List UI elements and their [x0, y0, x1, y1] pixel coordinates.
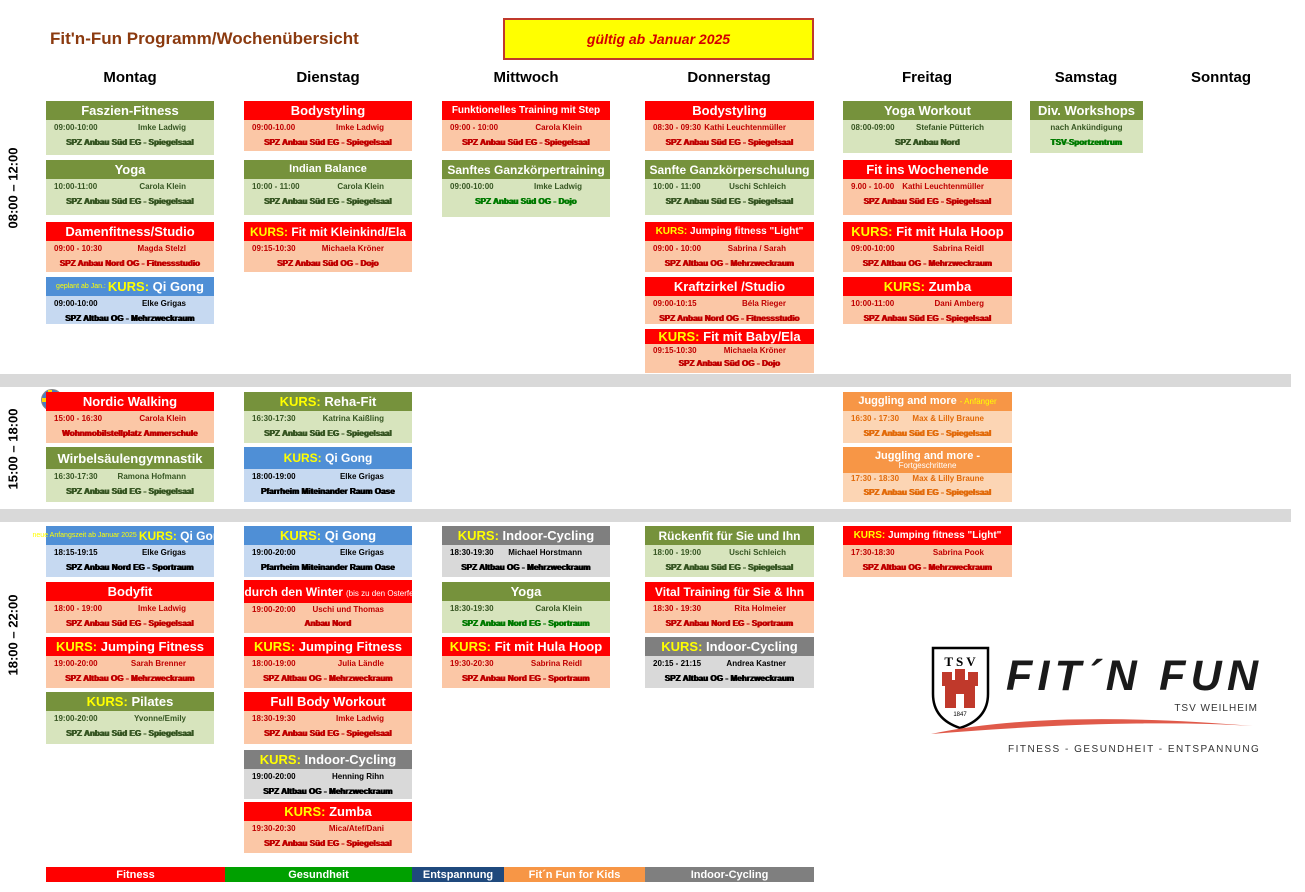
tagline: FITNESS - GESUNDHEIT - ENTSPANNUNG — [1008, 744, 1261, 755]
course-location: SPZ Anbau Süd EG - Spiegelsaal — [264, 429, 392, 438]
legend-entspannung: Entspannung — [412, 867, 504, 882]
course-location: SPZ Anbau Süd EG - Spiegelsaal — [264, 138, 392, 147]
course-title: Bodystyling — [645, 101, 814, 120]
course-title: Wirbelsäulengymnastik — [46, 447, 214, 469]
course-title-row — [843, 447, 1012, 473]
course-title-row — [843, 526, 1012, 545]
course-time: 16:30-17:30 — [252, 414, 296, 423]
course-title: Qi Gong — [180, 528, 228, 543]
course-trainer: Yvonne/Emily — [133, 714, 186, 723]
course-title: Juggling and more — [858, 395, 957, 407]
course-card-indoor-cycling-thursday[interactable] — [645, 637, 814, 688]
kurs-label: KURS: — [851, 224, 893, 239]
course-title-row — [244, 392, 412, 411]
kurs-label: KURS: — [457, 528, 499, 543]
course-title-row — [244, 222, 412, 241]
course-title: Sanftes Ganzkörpertraining — [442, 160, 610, 179]
course-title: Juggling and more - — [874, 449, 981, 462]
course-trainer: Stefanie Pütterich — [915, 123, 984, 132]
course-title: Fit mit Baby/Ela — [703, 329, 801, 344]
course-trainer: Kathi Leuchtenmüller — [704, 123, 786, 132]
course-trainer: Max & Lilly Braune — [912, 474, 984, 483]
course-card-reha-fit[interactable] — [244, 392, 412, 443]
course-card-indoor-cycling-wednesday[interactable] — [442, 526, 610, 577]
course-time: 08:00-09:00 — [851, 123, 895, 132]
course-card-nordic-walking[interactable] — [46, 392, 214, 443]
crest-letters: T S V — [944, 654, 976, 669]
course-card-yoga-workout[interactable] — [843, 101, 1012, 153]
separator-band — [0, 509, 1291, 522]
course-title: Yoga — [442, 582, 610, 601]
course-title-row — [645, 329, 814, 344]
course-time: 08:30 - 09:30 — [653, 123, 702, 132]
course-title: Indoor-Cycling — [304, 752, 397, 767]
course-trainer: Sabrina Reidl — [932, 244, 984, 253]
course-title: Yoga — [46, 160, 214, 179]
course-title: Div. Workshops — [1030, 101, 1143, 120]
course-title-row — [46, 277, 214, 296]
course-title: Fit mit Kleinkind/Ela — [291, 224, 407, 239]
time-slot-morning: 08:00 – 12:00 — [5, 147, 21, 229]
course-title: Kraftzirkel /Studio — [645, 277, 814, 296]
course-trainer: Uschi und Thomas — [312, 605, 384, 614]
course-time: 09:00-10:00 — [54, 299, 98, 308]
course-location: SPZ Anbau Süd EG - Spiegelsaal — [66, 197, 194, 206]
course-location: SPZ Altbau OG - Mehrzweckraum — [862, 259, 993, 268]
course-trainer: Imke Ladwig — [137, 604, 186, 613]
course-time: 09:00-10:00 — [54, 123, 98, 132]
course-location: SPZ Anbau Süd EG - Spiegelsaal — [66, 138, 194, 147]
course-title: Qi Gong — [324, 528, 377, 543]
day-header-sunday: Sonntag — [1191, 69, 1251, 86]
course-duration-note: (bis zu den Osterferien) — [345, 588, 430, 598]
course-location: SPZ Anbau Süd EG - Spiegelsaal — [863, 488, 992, 497]
day-header-thursday: Donnerstag — [687, 69, 771, 86]
course-card-pilates[interactable] — [46, 692, 214, 744]
course-time: 15:00 - 16:30 — [54, 414, 103, 423]
course-trainer: Carola Klein — [535, 604, 582, 613]
course-card-bodyfit[interactable] — [46, 582, 214, 633]
course-card-vital-training[interactable] — [645, 582, 814, 633]
course-title-row — [244, 526, 412, 545]
course-time: 10:00-11:00 — [851, 299, 895, 308]
course-card-fit-ins-wochenende[interactable] — [843, 160, 1012, 215]
course-time: 09:15-10:30 — [252, 244, 296, 253]
course-location: SPZ Anbau Süd EG - Spiegelsaal — [66, 729, 194, 738]
course-time: 19:00-20:00 — [252, 772, 296, 781]
course-time: 09:00 - 10:00 — [450, 123, 499, 132]
course-trainer: Sabrina Pook — [932, 548, 984, 557]
course-title-row — [442, 526, 610, 545]
course-card-funktionelles-training[interactable] — [442, 101, 610, 151]
course-location: Wohnmobilstellplatz Ammerschule — [62, 429, 198, 438]
course-title: Jumping Fitness — [100, 639, 205, 654]
course-card-damenfitness[interactable] — [46, 222, 214, 272]
course-time: 18:00 - 19:00 — [54, 604, 103, 613]
course-card-yoga-wednesday[interactable] — [442, 582, 610, 633]
course-title: Pilates — [131, 694, 174, 709]
kurs-label: KURS: — [107, 279, 150, 294]
course-trainer: Imke Ladwig — [335, 714, 384, 723]
course-trainer: Andrea Kastner — [726, 659, 786, 668]
course-card-jumping-light[interactable] — [645, 222, 814, 272]
course-title: Funktionelles Training mit Step — [442, 101, 610, 120]
course-location: SPZ Anbau Nord OG - Fitnessstudio — [659, 314, 800, 323]
course-time: 18:30-19:30 — [450, 604, 494, 613]
course-card-qi-gong-monday-ev[interactable] — [32, 526, 228, 577]
course-trainer: Michael Horstmann — [508, 548, 582, 557]
course-trainer: Michaela Kröner — [321, 244, 384, 253]
course-time: 18:00-19:00 — [252, 472, 296, 481]
kurs-label: KURS: — [259, 752, 301, 767]
course-trainer: Elke Grigas — [339, 548, 384, 557]
course-card-juggling-fortgeschrittene[interactable] — [843, 447, 1012, 502]
course-card-full-body-workout[interactable] — [244, 692, 412, 744]
course-trainer: Rita Holmeier — [734, 604, 786, 613]
course-trainer: Sabrina / Sarah — [727, 244, 786, 253]
course-title: Indoor-Cycling — [706, 639, 798, 654]
course-time: 18:30-19:30 — [450, 548, 494, 557]
course-trainer: Julia Ländle — [337, 659, 384, 668]
course-time: 18:15-19:15 — [54, 548, 98, 557]
course-card-indian-balance[interactable] — [244, 160, 412, 215]
course-card-jumping-light-friday[interactable] — [843, 526, 1012, 577]
course-location: SPZ Altbau OG - Mehrzweckraum — [664, 674, 795, 683]
course-location: SPZ Anbau Süd EG - Spiegelsaal — [66, 487, 194, 496]
course-time: 09:00-10.00 — [252, 123, 296, 132]
kurs-label: KURS: — [86, 694, 128, 709]
day-header-monday: Montag — [103, 69, 157, 86]
course-time: nach Ankündigung — [1050, 123, 1123, 132]
course-title: Zumba — [329, 804, 372, 819]
course-card-indoor-cycling-tuesday[interactable] — [244, 750, 412, 799]
course-trainer: Carola Klein — [139, 182, 186, 191]
course-title-row — [244, 637, 412, 656]
swoosh-icon — [931, 719, 1253, 734]
course-location: SPZ Altbau OG - Mehrzweckraum — [263, 787, 393, 796]
course-card-qi-gong-tuesday-ev[interactable] — [244, 526, 412, 577]
course-level: Fortgeschrittene — [898, 460, 957, 470]
course-trainer: Kathi Leuchtenmüller — [902, 182, 984, 191]
course-title: Vital Training für Sie & Ihn — [645, 582, 814, 601]
course-trainer: Imke Ladwig — [137, 123, 186, 132]
course-title: Fit mit Hula Hoop — [896, 224, 1004, 239]
course-card-zumba[interactable] — [843, 277, 1012, 324]
course-time: 9.00 - 10-00 — [851, 182, 895, 191]
course-trainer: Carola Klein — [535, 123, 582, 132]
course-location: SPZ Altbau OG - Mehrzweckraum — [263, 674, 393, 683]
kurs-label: KURS: — [253, 639, 296, 654]
course-title: Full Body Workout — [244, 692, 412, 711]
course-location: SPZ Anbau Süd EG - Spiegelsaal — [863, 197, 992, 206]
course-title: Damenfitness/Studio — [46, 222, 214, 241]
course-time: 10:00 - 11:00 — [252, 182, 300, 191]
course-card-div-workshops[interactable] — [1030, 101, 1143, 153]
course-time: 09:00-10:00 — [851, 244, 895, 253]
course-title: Rückenfit für Sie und Ihn — [645, 526, 814, 545]
kurs-label: KURS: — [449, 639, 491, 654]
course-title: Bodyfit — [46, 582, 214, 601]
course-trainer: Magda Stelzl — [137, 244, 186, 253]
brand-name: FIT´N FUN — [1006, 652, 1258, 700]
course-time: 20:15 - 21:15 — [653, 659, 702, 668]
course-title: Qi Gong — [152, 279, 204, 294]
course-time: 17:30 - 18:30 — [851, 474, 900, 483]
course-location: SPZ Anbau Süd EG - Spiegelsaal — [665, 563, 794, 572]
course-title-row — [442, 637, 610, 656]
course-title: Sanfte Ganzkörperschulung — [645, 160, 814, 179]
course-card-zumba-tuesday[interactable] — [244, 802, 412, 853]
course-location: SPZ Anbau Nord EG - Sportraum — [462, 619, 590, 628]
legend-kids: Fit´n Fun for Kids — [504, 867, 645, 882]
time-slot-afternoon: 15:00 – 18:00 — [5, 408, 21, 490]
course-location: SPZ Anbau Süd EG - Spiegelsaal — [462, 138, 590, 147]
course-location: SPZ Altbau OG - Mehrzweckraum — [862, 563, 993, 572]
kurs-label: KURS: — [283, 451, 322, 465]
course-location: SPZ Anbau Süd EG - Spiegelsaal — [264, 197, 392, 206]
course-title-row — [244, 750, 412, 769]
course-trainer: Mica/Atef/Dani — [328, 824, 384, 833]
course-title: Bodystyling — [244, 101, 412, 120]
course-trainer: Dani Amberg — [934, 299, 984, 308]
crest-year: 1847 — [953, 712, 967, 718]
course-time: 19:00-20:00 — [252, 605, 296, 614]
course-location: Pfarrheim Miteinander Raum Oase — [261, 487, 395, 496]
planned-note: geplant ab Jan.: — [56, 283, 106, 290]
course-location: SPZ Anbau Nord — [895, 138, 960, 147]
course-trainer: Ramona Hofmann — [117, 472, 186, 481]
course-time: 18:30-19:30 — [252, 714, 296, 723]
course-trainer: Elke Grigas — [141, 299, 186, 308]
kurs-label: KURS: — [138, 528, 177, 543]
course-trainer: Katrina Kaißling — [322, 414, 384, 423]
start-time-note: neue Anfangszeit ab Januar 2025 — [32, 532, 137, 539]
course-location: SPZ Anbau Süd OG - Dojo — [475, 197, 577, 206]
course-card-fit-mit-hula-hoop[interactable] — [843, 222, 1012, 272]
course-time: 09:00 - 10:30 — [54, 244, 103, 253]
course-title: Jumping fitness "Light" — [690, 225, 804, 237]
course-trainer: Sabrina Reidl — [530, 659, 582, 668]
course-title: Zumba — [928, 279, 972, 294]
course-card-juggling-anfaenger[interactable] — [843, 392, 1012, 443]
course-card-yoga[interactable] — [46, 160, 214, 215]
course-title-row — [843, 392, 1012, 411]
validity-banner: gültig ab Januar 2025 — [503, 18, 814, 60]
kurs-label: KURS: — [279, 528, 322, 543]
course-card-rueckenfit[interactable] — [645, 526, 814, 577]
course-title-row — [226, 580, 430, 603]
course-title-row — [645, 222, 814, 241]
course-location: TSV-Sportzentrum — [1050, 138, 1123, 147]
course-time: 10:00-11:00 — [54, 182, 98, 191]
course-location: SPZ Anbau Nord EG - Sportraum — [462, 674, 590, 683]
kurs-label: KURS: — [658, 329, 700, 344]
course-time: 18:00 - 19:00 — [653, 548, 702, 557]
course-title-row — [32, 526, 228, 545]
course-location: SPZ Anbau Süd EG - Spiegelsaal — [264, 839, 392, 848]
course-time: 19:30-20:30 — [252, 824, 296, 833]
course-card-qi-gong-tuesday-pm[interactable] — [244, 447, 412, 502]
course-trainer: Sarah Brenner — [130, 659, 186, 668]
course-location: SPZ Altbau OG - Mehrzweckraum — [65, 674, 195, 683]
course-time: 19:00-20:00 — [54, 714, 98, 723]
course-title: Indoor-Cycling — [502, 528, 595, 543]
course-trainer: Carola Klein — [337, 182, 384, 191]
course-title: Faszien-Fitness — [46, 101, 214, 120]
course-trainer: Uschi Schleich — [729, 548, 786, 557]
kurs-label: KURS: — [249, 224, 288, 239]
course-title: Yoga Workout — [843, 101, 1012, 120]
course-location: SPZ Anbau Nord EG - Sportraum — [665, 619, 794, 628]
course-card-sanfte-ganzkoerperschulung[interactable] — [645, 160, 814, 215]
kurs-label: KURS: — [55, 639, 98, 654]
day-header-tuesday: Dienstag — [296, 69, 360, 86]
course-time: 16:30-17:30 — [54, 472, 98, 481]
course-trainer: Elke Grigas — [339, 472, 384, 481]
course-trainer: Béla Rieger — [741, 299, 786, 308]
course-card-fit-mit-baby[interactable] — [645, 329, 814, 373]
day-header-friday: Freitag — [901, 69, 952, 86]
course-location: SPZ Anbau Nord EG - Sportraum — [66, 563, 194, 572]
course-title-row — [244, 447, 412, 469]
course-location: SPZ Altbau OG - Mehrzweckraum — [664, 259, 795, 268]
course-time: 18:30 - 19:30 — [653, 604, 702, 613]
course-card-sanftes-ganzkoerpertraining[interactable] — [442, 160, 610, 217]
course-title: Fit mit Hula Hoop — [494, 639, 603, 654]
course-trainer: Imke Ladwig — [335, 123, 384, 132]
separator-band — [0, 374, 1291, 387]
course-time: 17:30-18:30 — [851, 548, 895, 557]
course-location: SPZ Anbau Süd EG - Spiegelsaal — [863, 429, 992, 438]
course-location: SPZ Anbau Süd OG - Dojo — [277, 259, 379, 268]
course-location: SPZ Anbau Süd OG - Dojo — [678, 359, 781, 368]
course-title: Fit ins Wochenende — [843, 160, 1012, 179]
course-level: - Anfänger — [959, 396, 997, 406]
course-location: SPZ Anbau Süd EG - Spiegelsaal — [665, 138, 794, 147]
course-time: 19:00-20:00 — [54, 659, 98, 668]
course-location: SPZ Anbau Süd EG - Spiegelsaal — [863, 314, 992, 323]
course-card-faszien-fitness[interactable] — [46, 101, 214, 155]
kurs-label: KURS: — [279, 394, 321, 409]
course-trainer: Henning Rihn — [332, 772, 384, 781]
page-title: Fit'n-Fun Programm/Wochenübersicht — [50, 29, 359, 48]
course-location: SPZ Anbau Süd EG - Spiegelsaal — [66, 619, 194, 628]
course-time: 19:30-20:30 — [450, 659, 494, 668]
course-location: SPZ Altbau OG - Mehrzweckraum — [65, 314, 195, 323]
course-title-row — [46, 692, 214, 711]
course-location: SPZ Anbau Süd EG - Spiegelsaal — [264, 729, 392, 738]
legend-fitness: Fitness — [46, 867, 225, 882]
course-location: SPZ Altbau OG - Mehrzweckraum — [461, 563, 591, 572]
course-card-wirbelsaeulengymnastik[interactable] — [46, 447, 214, 502]
kurs-label: KURS: — [853, 529, 886, 541]
course-time: 09:00 - 10:00 — [653, 244, 702, 253]
course-time: 16:30 - 17:30 — [851, 414, 900, 423]
course-title-row — [645, 637, 814, 656]
time-slot-evening: 18:00 – 22:00 — [5, 594, 21, 676]
course-card-fit-durch-den-winter[interactable] — [226, 580, 430, 633]
course-card-bodystyling-thursday[interactable] — [645, 101, 814, 151]
course-trainer: Imke Ladwig — [533, 182, 582, 191]
course-title: Qi Gong — [325, 451, 373, 465]
course-card-hula-hoop-wednesday[interactable] — [442, 637, 610, 688]
course-trainer: Uschi Schleich — [729, 182, 786, 191]
course-time: 10:00 - 11:00 — [653, 182, 701, 191]
course-time: 09:00-10:00 — [450, 182, 494, 191]
course-time: 18:00-19:00 — [252, 659, 296, 668]
legend-indoor-cycling: Indoor-Cycling — [645, 867, 814, 882]
course-location: SPZ Anbau Nord OG - Fitnessstudio — [59, 259, 201, 268]
day-header-saturday: Samstag — [1054, 69, 1118, 86]
fit-n-fun-logo — [928, 644, 1263, 759]
course-trainer: Max & Lilly Braune — [912, 414, 984, 423]
course-card-jumping-fitness-monday[interactable] — [46, 637, 214, 688]
course-card-fit-mit-kleinkind[interactable] — [244, 222, 412, 272]
kurs-label: KURS: — [661, 639, 703, 654]
day-header-wednesday: Mittwoch — [493, 69, 559, 86]
course-title: Indian Balance — [244, 160, 412, 179]
course-time: 09:15-10:30 — [653, 346, 697, 355]
course-trainer: Elke Grigas — [141, 548, 186, 557]
legend-gesundheit: Gesundheit — [225, 867, 412, 882]
course-card-jumping-fitness-tuesday[interactable] — [244, 637, 412, 688]
course-title: Nordic Walking — [46, 392, 214, 411]
kurs-label: KURS: — [655, 225, 688, 237]
course-title-row — [46, 637, 214, 656]
course-location: SPZ Anbau Süd EG - Spiegelsaal — [665, 197, 794, 206]
course-trainer: Carola Klein — [139, 414, 186, 423]
course-title: Reha-Fit — [324, 394, 377, 409]
course-card-qi-gong[interactable] — [46, 277, 214, 324]
course-title: Jumping fitness "Light" — [888, 529, 1002, 541]
course-location: Pfarrheim Miteinander Raum Oase — [261, 563, 395, 572]
course-time: 09:00-10:15 — [653, 299, 697, 308]
course-location: Anbau Nord — [304, 619, 352, 628]
course-trainer: Michaela Kröner — [723, 346, 786, 355]
kurs-label: KURS: — [284, 804, 326, 819]
club-name: TSV WEILHEIM — [1174, 703, 1258, 714]
course-card-bodystyling[interactable] — [244, 101, 412, 151]
course-card-kraftzirkel[interactable] — [645, 277, 814, 324]
course-title-row — [843, 222, 1012, 241]
kurs-label: KURS: — [883, 279, 925, 294]
course-title: Fit durch den Winter — [226, 584, 343, 599]
course-title-row — [244, 802, 412, 821]
course-title-row — [843, 277, 1012, 296]
course-title: Jumping Fitness — [298, 639, 403, 654]
course-time: 19:00-20:00 — [252, 548, 296, 557]
